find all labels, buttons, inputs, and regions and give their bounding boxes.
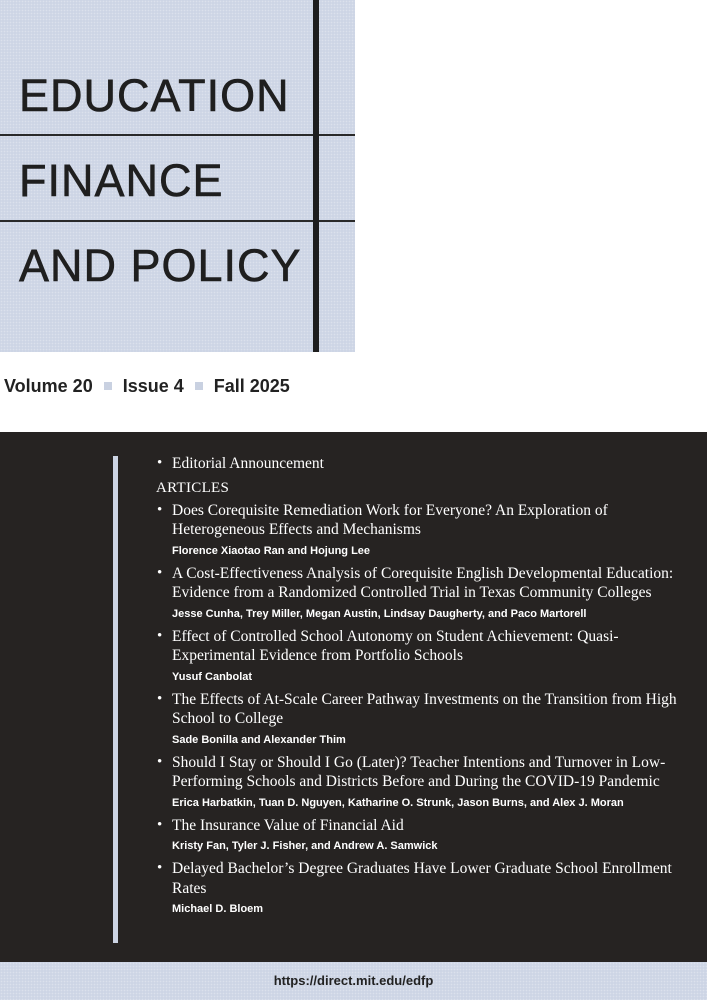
- journal-title-block: [0, 0, 355, 352]
- article-authors: Kristy Fan, Tyler J. Fisher, and Andrew A. Samwick: [172, 840, 438, 852]
- article-item[interactable]: [156, 859, 686, 916]
- article-item[interactable]: [156, 501, 686, 558]
- toc-item-title: Editorial Announcement: [172, 455, 324, 472]
- article-title: Delayed Bachelor’s Degree Graduates Have Lower Graduate School Enrollment Rates: [172, 860, 672, 897]
- journal-url-link[interactable]: https://direct.mit.edu/edfp: [273, 973, 434, 988]
- title-divider: [0, 134, 355, 136]
- season-label: Fall 2025: [213, 375, 290, 396]
- article-title: Should I Stay or Should I Go (Later)? Teacher Intentions and Turnover in Low-Performing Schools and Districts Before and During the COVID-19 Pandemic: [172, 753, 666, 790]
- article-authors: Florence Xiaotao Ran and Hojung Lee: [172, 544, 371, 557]
- bullet-icon: •: [157, 564, 163, 581]
- title-vertical-bar: [313, 0, 319, 352]
- bullet-icon: •: [157, 816, 163, 833]
- article-title: Does Corequisite Remediation Work for Everyone? An Exploration of Heterogeneous Effects and Mechanisms: [172, 501, 608, 538]
- toc-list: [156, 454, 686, 916]
- article-item[interactable]: [156, 753, 686, 810]
- article-authors: Sade Bonilla and Alexander Thim: [172, 733, 346, 746]
- journal-title-line-3: AND POLICY: [19, 240, 302, 291]
- article-item[interactable]: [156, 564, 686, 621]
- article-title: The Effects of At-Scale Career Pathway Investments on the Transition from High School to College: [172, 690, 677, 727]
- article-item[interactable]: [156, 627, 686, 684]
- volume-label: Volume 20: [4, 375, 93, 396]
- article-title: A Cost-Effectiveness Analysis of Corequisite English Developmental Education: Evidence from a Randomized Controlled Trial in Texas Community Colleges: [172, 564, 674, 601]
- journal-title-line-2: FINANCE: [19, 155, 224, 206]
- separator-square-icon: [104, 382, 112, 390]
- title-divider: [0, 220, 355, 222]
- bullet-icon: •: [157, 753, 163, 770]
- bullet-icon: •: [157, 690, 163, 707]
- article-authors: Erica Harbatkin, Tuan D. Nguyen, Katharine O. Strunk, Jason Burns, and Alex J. Moran: [172, 796, 624, 809]
- journal-title-line-1: EDUCATION: [19, 70, 290, 121]
- issue-info: [4, 375, 290, 399]
- toc-item-editorial[interactable]: [156, 454, 686, 474]
- bullet-icon: •: [157, 860, 163, 876]
- article-authors: Yusuf Canbolat: [172, 670, 253, 683]
- article-item[interactable]: [156, 816, 686, 854]
- issue-label: Issue 4: [122, 375, 184, 396]
- bullet-icon: •: [157, 501, 163, 518]
- article-authors: Michael D. Bloem: [172, 903, 264, 915]
- footer-band: [0, 962, 707, 1000]
- toc-vertical-rule: [113, 456, 118, 943]
- table-of-contents-panel: [0, 432, 707, 962]
- bullet-icon: •: [157, 627, 163, 644]
- article-title: The Insurance Value of Financial Aid: [172, 816, 404, 834]
- bullet-icon: •: [157, 455, 163, 471]
- articles-heading: ARTICLES: [156, 479, 230, 496]
- article-authors: Jesse Cunha, Trey Miller, Megan Austin, Lindsay Daugherty, and Paco Martorell: [172, 607, 587, 620]
- article-item[interactable]: [156, 690, 686, 747]
- separator-square-icon: [195, 382, 203, 390]
- article-title: Effect of Controlled School Autonomy on Student Achievement: Quasi-Experimental Evidence from Portfolio Schools: [172, 627, 619, 664]
